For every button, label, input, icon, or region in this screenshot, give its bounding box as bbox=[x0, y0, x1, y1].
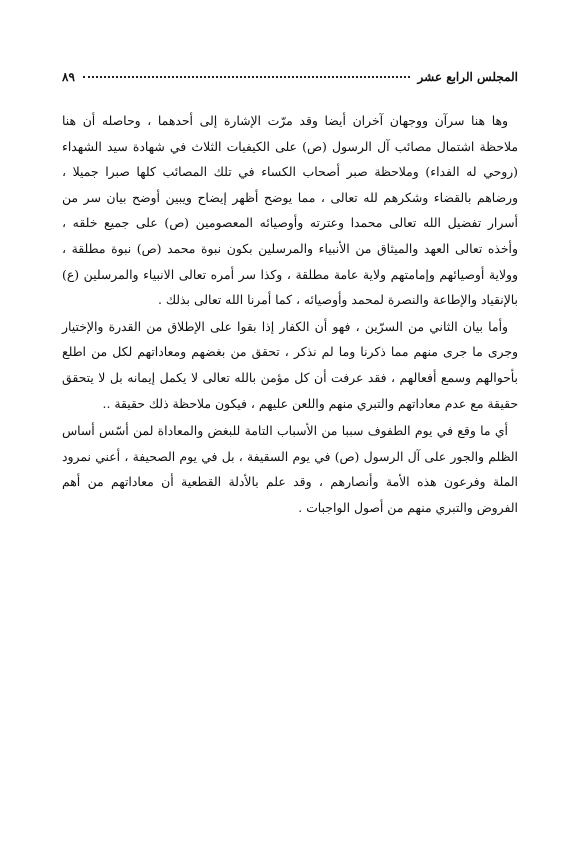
paragraph-1: وها هنا سرآن ووجهان آخران أيضا وقد مرّت الإشارة إلى أحدهما ، وحاصله أن هنا ملاحظة اشتمال مصائب آل الرسول (ص) على الكيفيات الثلاث في شهادة سيد الشهداء (روحي له الفداء) وملاحظة صبر أصحاب الكساء في تلك المصائب كلها صبرا جميلا ، ورضاهم بالقضاء وشكرهم لله تعالى ، مما يوضح أظهر إيضاح ويبين أوضح بيان سر من أسرار تفضيل الله تعالى محمدا وعترته وأوصيائه المعصومين (ص) على جميع خلقه ، وأخذه تعالى العهد والميثاق من الأنبياء والمرسلين بكون نبوة محمد (ص) نبوة مطلقة ، وولاية أوصيائهم وإمامتهم ولاية عامة مطلقة ، وكذا سر أمره تعالى الانبياء والمرسلين (ع) بالإنقياد والإطاعة والنصرة لمحمد وأوصيائه ، كما أمرنا الله تعالى بذلك . bbox=[62, 113, 518, 308]
running-header bbox=[62, 66, 518, 88]
page-number: ٨٩ bbox=[62, 70, 75, 84]
chapter-title: المجلس الرابع عشر bbox=[417, 70, 518, 84]
leader-dots bbox=[83, 76, 410, 78]
paragraph-3: أي ما وقع في يوم الطفوف سببا من الأسباب التامة للبغض والمعاداة لمن أسّس أساس الظلم والجور على آل الرسول (ص) في يوم السقيفة ، بل في يوم الصحيفة ، أعني نمرود الملة وفرعون هذه الأمة وأنصارهم ، وقد علم بالأدلة القطعية أن معاداتهم من أهم الفروض والتبري منهم من أصول الواجبات . bbox=[62, 423, 518, 515]
paragraph-2: وأما بيان الثاني من السرّين ، فهو أن الكفار إذا بقوا على الإطلاق من القدرة والإختيار وجرى ما جرى منهم مما ذكرنا وما لم نذكر ، تحقق من بغضهم ومعاداتهم لكل من اطلع بأحوالهم وسمع أفعالهم ، فقد عرفت أن كل مؤمن بالله تعالى لا يكمل إيمانه بل لا يتحقق حقيقة مع عدم معاداتهم والتبري منهم واللعن عليهم ، فيكون ملاحظة ذلك حقيقة .. bbox=[62, 318, 518, 411]
body-text bbox=[62, 108, 518, 521]
